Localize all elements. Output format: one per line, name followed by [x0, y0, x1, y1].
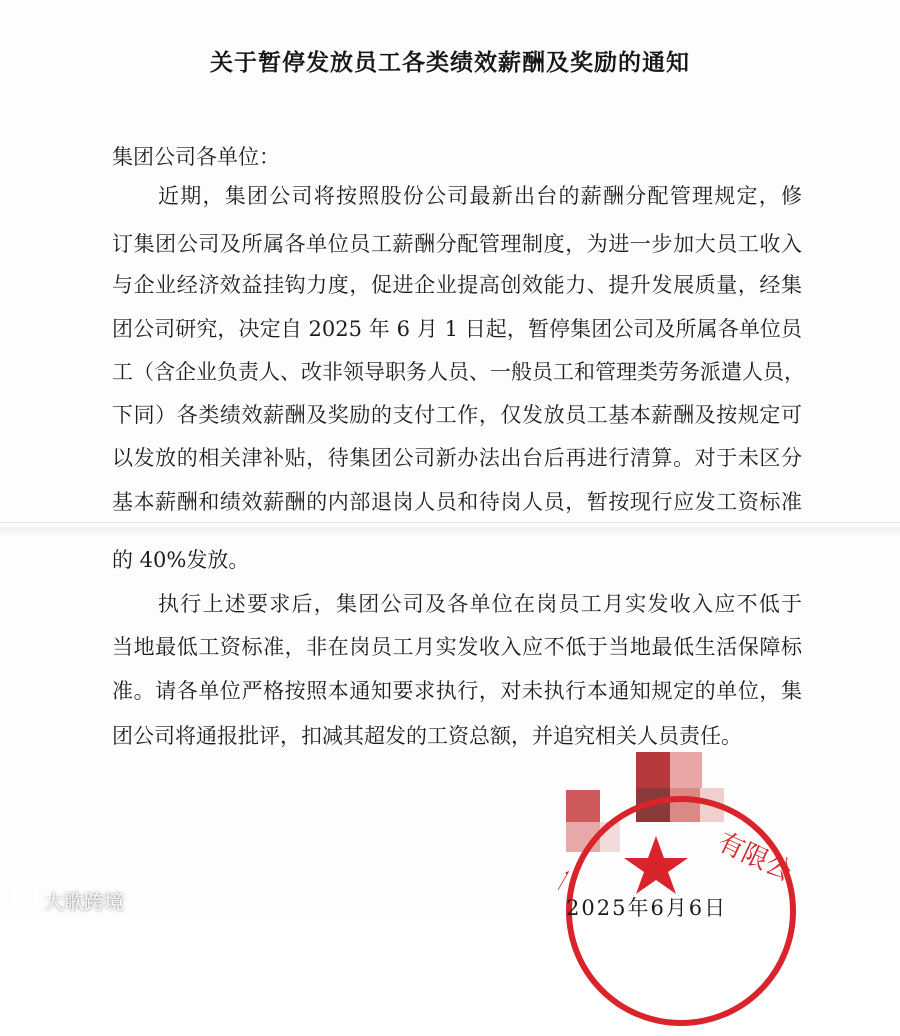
watermark: [12, 886, 124, 915]
page-fold: [0, 522, 900, 537]
paragraph1-line: 工（含企业负责人、改非领导职务人员、一般员工和管理类劳务派遣人员，: [112, 360, 805, 384]
seal-text-left: 一: [546, 864, 584, 899]
paragraph1-line: 下同）各类绩效薪酬及奖励的支付工作，仅发放员工基本薪酬及按规定可: [112, 403, 802, 427]
watermark-text: 大歌跨境: [44, 890, 124, 914]
seal-text: 有限公: [713, 827, 797, 888]
paragraph1-line: 的 40%发放。: [112, 548, 250, 572]
paragraph1-line: 与企业经济效益挂钩力度，促进企业提高创效能力、提升发展质量，经集: [112, 273, 802, 297]
paragraph2-line: 准。请各单位严格按照本通知要求执行，对未执行本通知规定的单位，集: [112, 679, 802, 703]
paragraph1-line: 订集团公司及所属各单位员工薪酬分配管理制度，为进一步加大员工收入: [112, 232, 802, 256]
salutation: 集团公司各单位：: [112, 145, 280, 169]
paragraph1-line: 基本薪酬和绩效薪酬的内部退岗人员和待岗人员，暂按现行应发工资标准: [112, 490, 802, 514]
paragraph2-line: 团公司将通报批评，扣减其超发的工资总额，并追究相关人员责任。: [112, 724, 742, 748]
document-title: 关于暂停发放员工各类绩效薪酬及奖励的通知: [210, 50, 690, 76]
paragraph1-line: 团公司研究，决定自 2025 年 6 月 1 日起，暂停集团公司及所属各单位员: [112, 317, 802, 341]
paragraph1-line: 近期，集团公司将按照股份公司最新出台的薪酬分配管理规定，修: [158, 184, 802, 208]
speech-bubble-icon: [12, 890, 38, 912]
seal-star: [624, 836, 688, 894]
paragraph1-line: 以发放的相关津补贴，待集团公司新办法出台后再进行清算。对于未区分: [112, 446, 802, 470]
paragraph2-line: 执行上述要求后，集团公司及各单位在岗员工月实发收入应不低于: [158, 592, 802, 616]
document-date: 2025年6月6日: [566, 896, 728, 920]
paragraph2-line: 当地最低工资标准，非在岗员工月实发收入应不低于当地最低生活保障标: [112, 635, 802, 659]
